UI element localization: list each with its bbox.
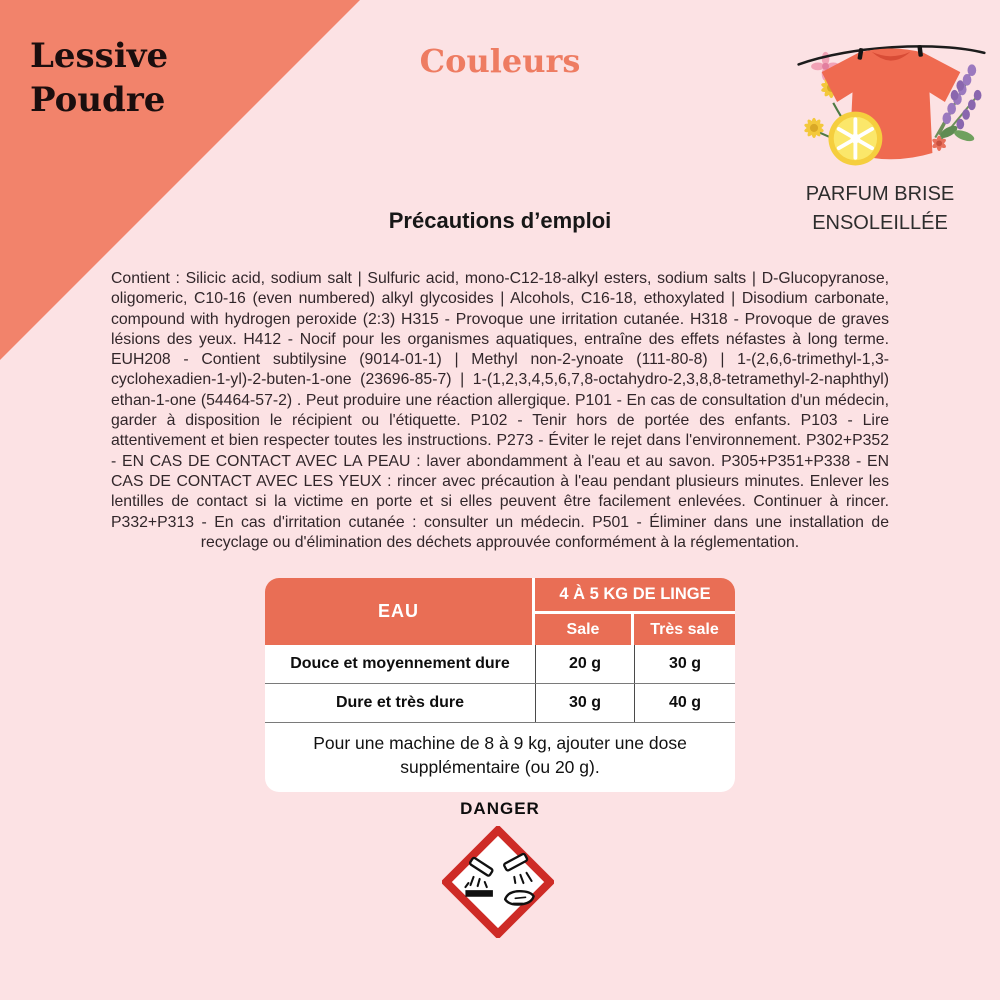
table-row (265, 683, 735, 722)
yellow-flower-icon (803, 118, 824, 138)
hand-icon (505, 891, 534, 905)
illustration-svg (792, 24, 990, 178)
water-type-cell: Douce et moyennement dure (290, 655, 510, 672)
product-title-line1: Lessive (30, 36, 169, 76)
precautions-text: Contient : Silicic acid, sodium salt | Sulfuric acid, mono-C12-18-alkyl esters, sodium salts | D-Glucopyranose, oligomeric, C10-16 (even numbered) alkyl glycosides | Alcohols, C16-18, ethoxylated | Disodium carbonate, compound with hydrogen peroxide (2:3) H315 - Provoque une irritation cutanée. H318 - Provoque de graves lésions des yeux. H412 - Nocif pour les organismes aquatiques, entraîne des effets néfastes à long terme. EUH208 - Contient subtilysine (9014-01-1) | Methyl non-2-ynoate (111-80-8) | 1-(2,6,6-trimethyl-1,3-cyclohexadien-1-yl)-2-buten-1-one (23696-85-7) | 1-(1,2,3,4,5,6,7,8-octahydro-2,3,8,8-tetramethyl-2-naphthyl) ethan-1-one (54464-57-2) . Peut produire une réaction allergique. P101 - En cas de consultation d'un médecin, garder à disposition le récipient ou l'étiquette. P102 - Tenir hors de portée des enfants. P103 - Lire attentivement et bien respecter toutes les instructions. P273 - Éviter le rejet dans l'environnement. P302+P352 - EN CAS DE CONTACT AVEC LA PEAU : laver abondamment à l'eau et au savon. P305+P351+P338 - EN CAS DE CONTACT AVEC LES YEUX : rincer avec précaution à l'eau pendant plusieurs minutes. Enlever les lentilles de contact si la victime en porte et si elles peuvent être facilement enlevées. Continuer à rincer. P332+P313 - En cas d'irritation cutanée : consulter un médecin. P501 - Éliminer dans une installation de recyclage ou d'élimination des déchets approuvée conformément à la réglementation. (111, 270, 889, 551)
soiled-column-header: Sale (535, 614, 634, 645)
dosage-table-header (265, 578, 735, 645)
water-column-header: EAU (265, 578, 535, 645)
table-row (265, 645, 735, 683)
tshirt-on-clothesline-icon (792, 24, 990, 178)
ghs05-corrosion-icon (442, 826, 554, 938)
water-type-cell: Dure et très dure (335, 694, 465, 711)
dose-cell: 30 g (535, 684, 634, 722)
very-soiled-column-header: Très sale (650, 620, 719, 638)
table-footnote: Pour une machine de 8 à 9 kg, ajouter une dose supplémentaire (ou 20 g). (265, 722, 735, 792)
dose-cell: 20 g (535, 645, 634, 683)
danger-signal-word: DANGER (460, 799, 540, 818)
dose-cell: 40 g (634, 684, 735, 722)
dosage-table (265, 578, 735, 792)
product-title-line2: Poudre (30, 80, 166, 120)
pictogram-svg (442, 826, 554, 938)
precautions-heading: Précautions d’emploi (388, 208, 612, 233)
scent-label-line2: ENSOLEILLÉE (812, 212, 948, 234)
variant-title: Couleurs (419, 42, 581, 80)
load-header: 4 À 5 KG DE LINGE (535, 578, 735, 614)
lemon-slice-icon (828, 112, 882, 166)
scent-label-line1: PARFUM BRISE (805, 183, 955, 205)
coral-flower-icon (931, 136, 947, 151)
dose-cell: 30 g (634, 645, 735, 683)
